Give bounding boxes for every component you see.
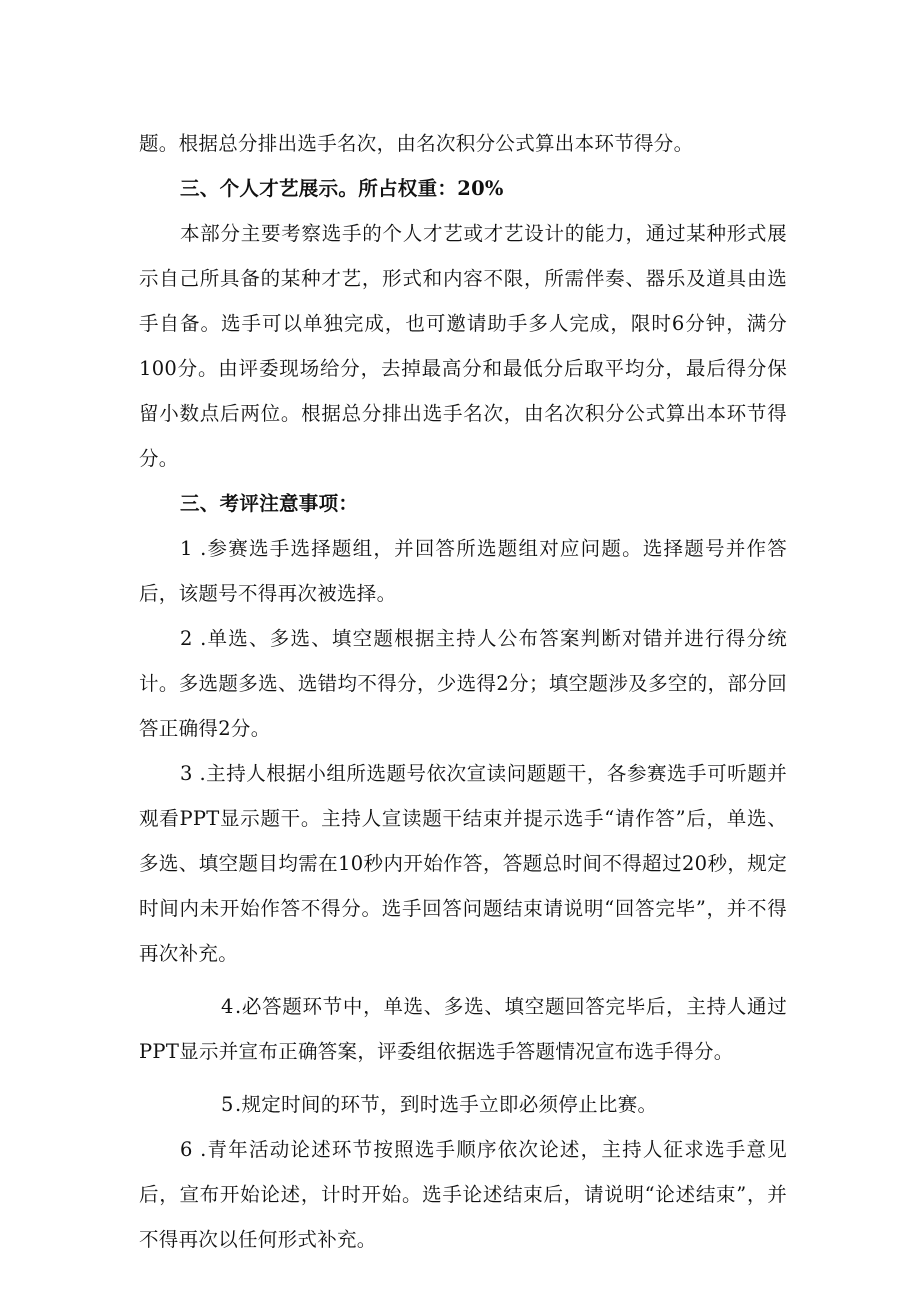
note-item-4 <box>139 984 787 1074</box>
note-item-5-number: 5 <box>221 1093 234 1116</box>
note-item-4-number: 4 <box>221 995 234 1018</box>
section-heading-notes: 三、考评注意事项： <box>180 492 359 515</box>
note-item-3: 3 .主持人根据小组所选题号依次宣读问题题干，各参赛选手可听题并观看PPT显示题干。主持人宣读题干结束并提示选手“请作答”后，单选、多选、填空题目均需在10秒内开始作答，答题总时间不得超过20秒，规定时间内未开始作答不得分。选手回答问题结束请说明“回答完毕”，并不得再次补充。 <box>139 762 787 965</box>
note-item-2: 2 .单选、多选、填空题根据主持人公布答案判断对错并进行得分统计。多选题多选、选错均不得分，少选得2分；填空题涉及多空的，部分回答正确得2分。 <box>139 627 787 740</box>
section-heading-talent: 三、个人才艺展示。所占权重：20% <box>180 177 504 200</box>
note-item-1: 1 .参赛选手选择题组，并回答所选题组对应问题。选择题号并作答后，该题号不得再次被选择。 <box>139 537 787 605</box>
note-item-6: 6 .青年活动论述环节按照选手顺序依次论述，主持人征求选手意见后，宣布开始论述，计时开始。选手论述结束后，请说明“论述结束”，并不得再次以任何形式补充。 <box>139 1138 787 1251</box>
paragraph-talent-description: 本部分主要考察选手的个人才艺或才艺设计的能力，通过某种形式展示自己所具备的某种才艺，形式和内容不限，所需伴奏、器乐及道具由选手自备。选手可以单独完成，也可邀请助手多人完成，限时6分钟，满分100分。由评委现场给分，去掉最高分和最低分后取平均分，最后得分保留小数点后两位。根据总分排出选手名次，由名次积分公式算出本环节得分。 <box>139 222 787 470</box>
note-item-5 <box>139 1082 787 1127</box>
paragraph-continuation: 题。根据总分排出选手名次，由名次积分公式算出本环节得分。 <box>139 132 694 155</box>
note-item-4-text: .必答题环节中，单选、多选、填空题回答完毕后，主持人通过PPT显示并宣布正确答案，评委组依据选手答题情况宣布选手得分。 <box>139 995 787 1063</box>
document-body <box>139 121 787 1262</box>
note-item-5-text: .规定时间的环节，到时选手立即必须停止比赛。 <box>235 1093 658 1116</box>
